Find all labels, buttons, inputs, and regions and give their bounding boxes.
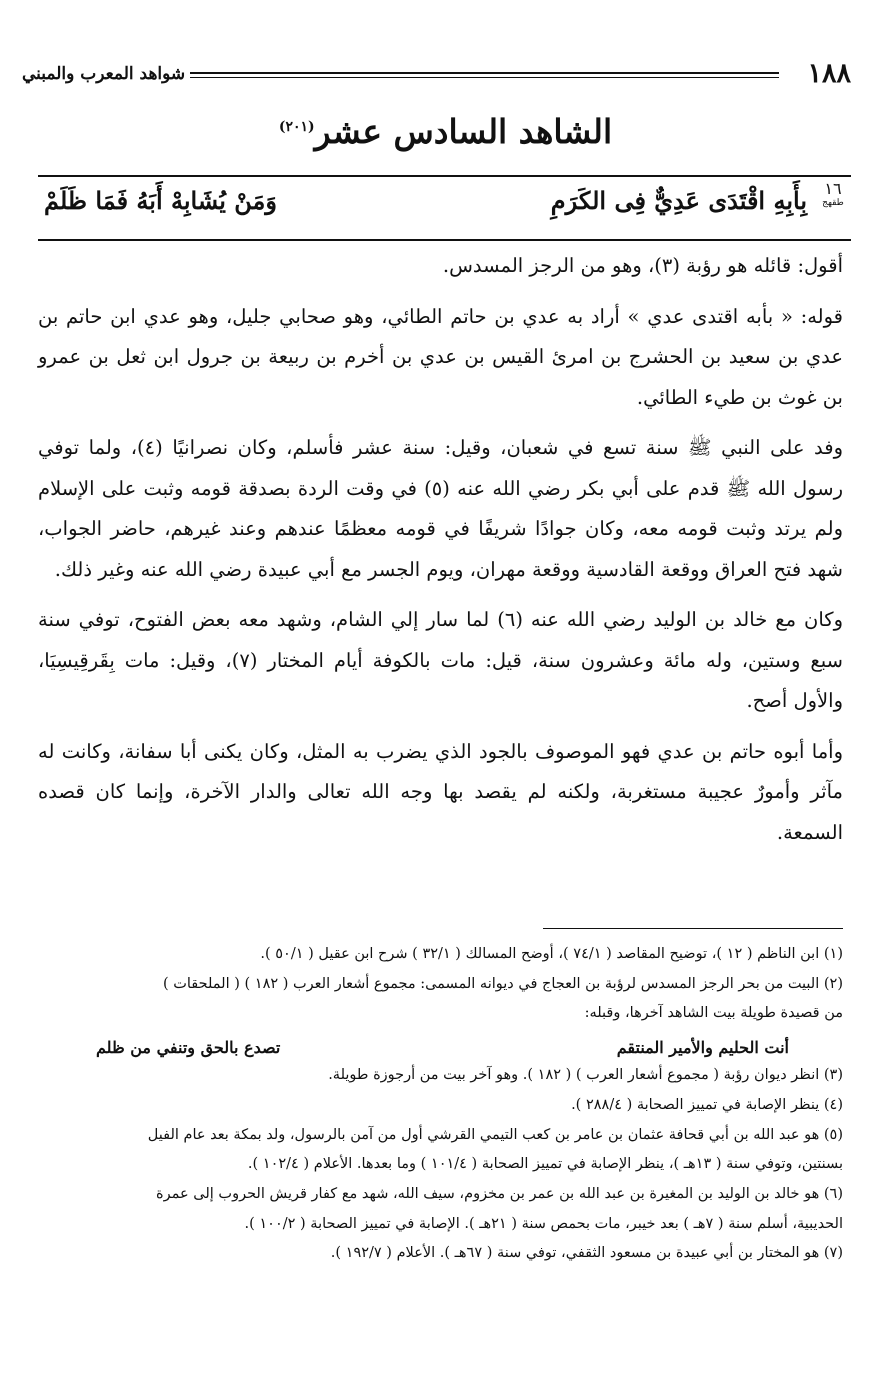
poem-line-b: تصدع بالحق وتنفي من ظلم	[96, 1038, 281, 1058]
page-number: ١٨٨	[807, 58, 851, 89]
section-title-text: الشاهد السادس عشر	[314, 112, 613, 151]
footnote-line: (٤) ينظر الإصابة في تمييز الصحابة ( ٢٨٨/٤ ).	[571, 1096, 843, 1113]
verse-hemistich-2: وَمَنْ يُشَابِهْ أَبَهُ فَمَا ظَلَمْ	[44, 186, 277, 215]
footnote-line: (٦) هو خالد بن الوليد بن المغيرة بن عبد الله بن عمر بن مخزوم، سيف الله، شهد مع كفار قريش الحروب إلى عمرة	[156, 1185, 843, 1202]
title-note-ref: (٢٠١)	[278, 119, 315, 135]
footnote-line: (١) ابن الناظم ( ١٢ )، توضيح المقاصد ( ٧٤/١ )، أوضح المسالك ( ٣٢/١ ) شرح ابن عقيل ( ٥٠/١ ).	[260, 946, 843, 962]
footnote-line: من قصيدة طويلة بيت الشاهد آخرها، وقبله:	[584, 1005, 843, 1022]
footnote-line: بسنتين، وتوفي سنة ( ١٣هـ )، ينظر الإصابة في تمييز الصحابة ( ١٠١/٤ ) وما بعدها. الأعلام ( ١٠٢/٤ ).	[247, 1156, 843, 1173]
paragraph: قوله: « بأبه اقتدى عدي » أراد به عدي بن حاتم الطائي، وهو صحابي جليل، وهو عدي ابن حاتم بن عدي بن سعيد بن الحشرج بن امرئ القيس بن عدي بن أخرم بن ربيعة بن جرول ابن ثعل بن عمرو بن غوث بن طيء الطائي.	[38, 304, 843, 409]
paragraph: وفد على النبي ﷺ سنة تسع في شعبان، وقيل: سنة عشر فأسلم، وكان نصرانيًا (٤)، ولما توفي رسول الله ﷺ قدم على أبي بكر رضي الله عنه (٥) في وقت الردة بصدقة قومه وثبت على الإسلام ولم يرتد وثبت قومه معه، وكان جوادًا شريفًا في قومه معظمًا عندهم وعند غيرهم، حاضر الجواب، شهد فتح العراق ووقعة القادسية ووقعة مهران، ويوم الجسر مع أبي عبيدة رضي الله عنه وغير ذلك.	[38, 436, 843, 581]
footnotes	[38, 940, 843, 1269]
running-title: شواهد المعرب والمبني	[22, 64, 186, 84]
paragraph: وأما أبوه حاتم بن عدي فهو الموصوف بالجود الذي يضرب به المثل، وكان يكنى أبا سفانة، وكانت له مآثر وأمورٌ عجيبة مستغربة، ولكنه لم يقصد بها وجه الله تعالى والدار الآخرة، وإنما كان قصده السمعة.	[38, 739, 843, 844]
footnote-line: الحديبية، أسلم سنة ( ٧هـ ) بعد خيبر، مات بحمص سنة ( ٢١هـ ). الإصابة في تمييز الصحابة ( ١٠٠/٢ ).	[244, 1215, 843, 1232]
footnote-separator	[543, 928, 843, 929]
main-text	[38, 246, 843, 863]
verse-number-value: ١٦	[824, 179, 842, 198]
footnote-line: (٥) هو عبد الله بن أبي قحافة عثمان بن عامر بن كعب التيمي القرشي أول من آمن بالرسول، ولد بمكة بعد عام الفيل	[147, 1126, 843, 1143]
footnote-line: (٣) انظر ديوان رؤبة ( مجموع أشعار العرب ) ( ١٨٢ ). وهو آخر بيت من أرجوزة طويلة.	[328, 1067, 843, 1084]
footnote-poem	[38, 1029, 843, 1061]
paragraph: وكان مع خالد بن الوليد رضي الله عنه (٦) لما سار إلي الشام، وشهد معه بعض الفتوح، توفي سنة سبع وستين، وله مائة وعشرون سنة، قيل: مات بالكوفة أيام المختار (٧)، وقيل: مات بِقَرقِيسِيَا، والأول أصح.	[38, 608, 844, 712]
poem-line-a: أنت الحليم والأمير المنتقم	[616, 1038, 789, 1058]
running-header	[22, 58, 851, 98]
verse-box	[38, 175, 851, 241]
verse-number	[815, 179, 851, 210]
footnote-line: (٢) البيت من بحر الرجز المسدس لرؤبة بن العجاج في ديوانه المسمى: مجموع أشعار العرب ( ١٨٢ ) ( الملحقات )	[162, 975, 843, 992]
header-rule	[190, 72, 779, 78]
verse-meter-label: طقهج	[822, 198, 844, 208]
section-title	[0, 112, 891, 151]
paragraph: أقول: قائله هو رؤبة (٣)، وهو من الرجز المسدس.	[442, 254, 843, 277]
verse-hemistich-1: بِأَبِهِ اقْتَدَى عَدِيٌّ فِى الكَرَمِ	[550, 186, 807, 215]
footnote-line: (٧) هو المختار بن أبي عبيدة بن مسعود الثقفي، توفي سنة ( ٦٧هـ ). الأعلام ( ١٩٢/٧ ).	[330, 1245, 843, 1262]
